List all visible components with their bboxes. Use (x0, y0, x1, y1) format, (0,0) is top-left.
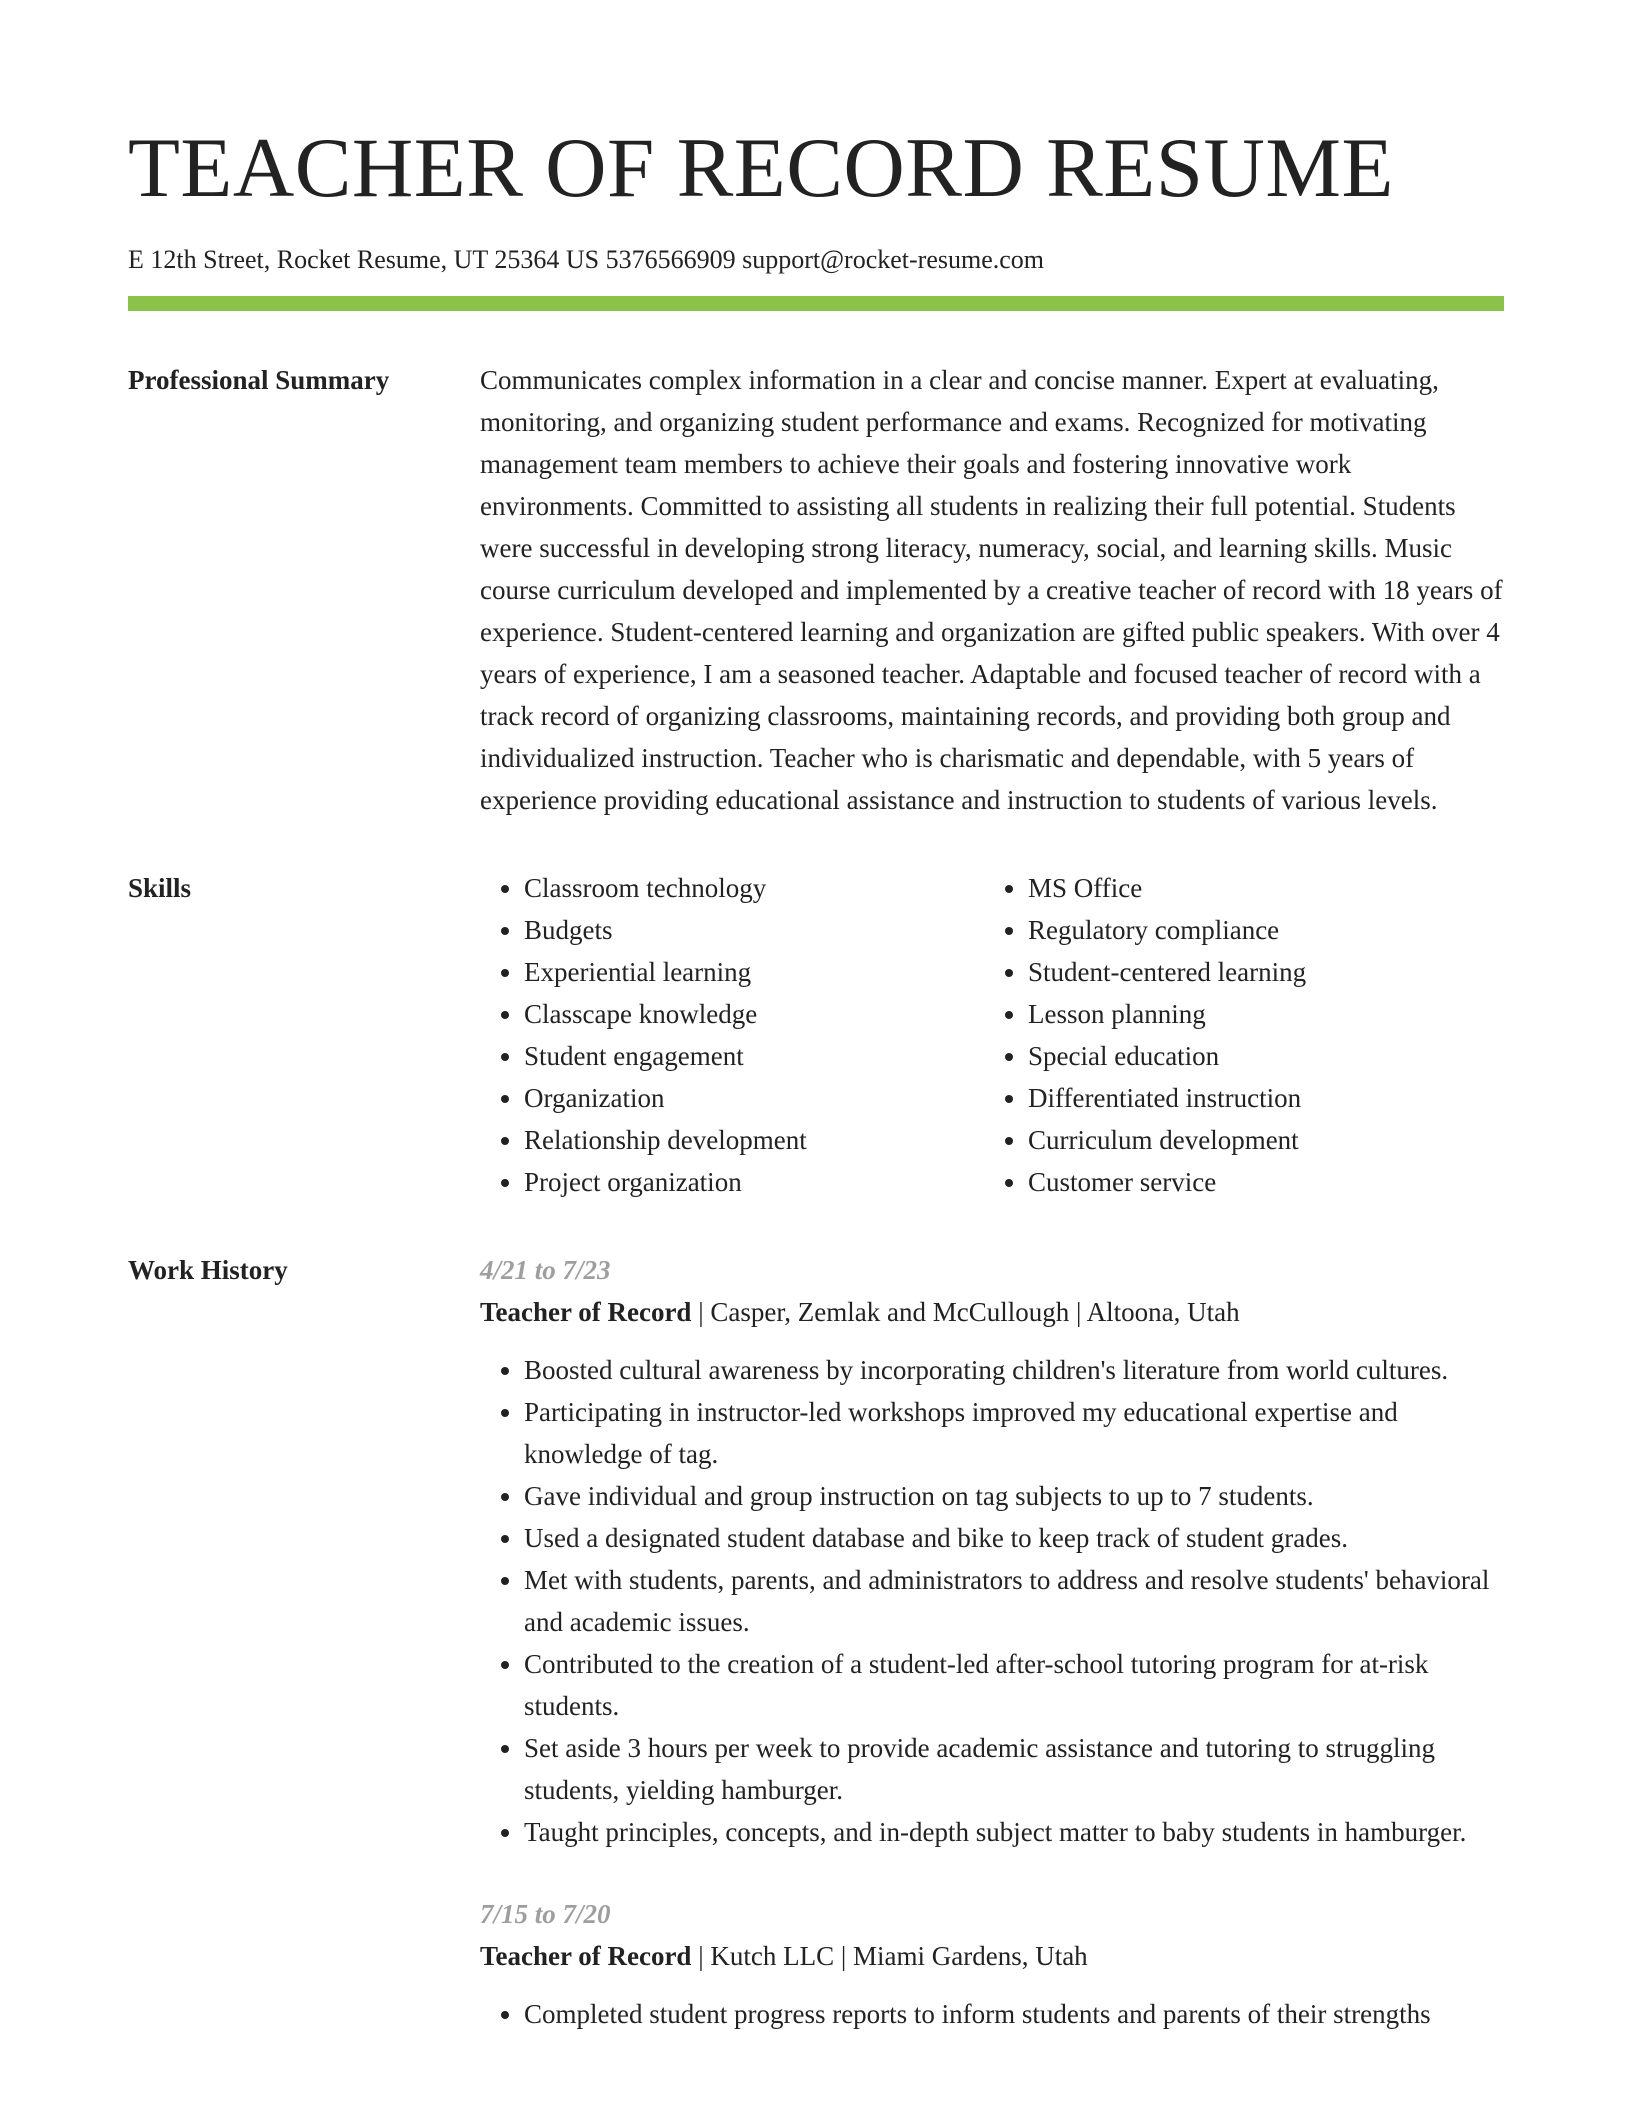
job-entry (480, 1893, 1504, 2035)
job-bullet: • Taught principles, concepts, and in-depth subject matter to baby students in hamburger. (524, 1811, 1504, 1853)
job-bullets (480, 1349, 1504, 1853)
job-details: | Casper, Zemlak and McCullough | Altoona, Utah (698, 1297, 1240, 1327)
skill-item: • Experiential learning (524, 951, 984, 993)
skill-item: • Organization (524, 1077, 984, 1119)
job-bullet: • Met with students, parents, and administrators to address and resolve students' behavioral and academic issues. (524, 1559, 1504, 1643)
skill-item: • Curriculum development (1028, 1119, 1306, 1161)
section-label-work-history: Work History (128, 1255, 288, 1285)
job-heading (480, 1291, 1504, 1333)
skills-column-2 (984, 867, 1306, 1203)
skill-item: • Classroom technology (524, 867, 984, 909)
skill-item: • Budgets (524, 909, 984, 951)
skill-item: • Classcape knowledge (524, 993, 984, 1035)
job-bullets (480, 1993, 1504, 2035)
job-heading (480, 1935, 1504, 1977)
skills-column-1 (480, 867, 984, 1203)
section-label-skills: Skills (128, 873, 192, 903)
skill-item: • Customer service (1028, 1161, 1306, 1203)
contact-email: support@rocket-resume.com (742, 245, 1045, 274)
accent-divider (128, 296, 1504, 311)
skill-item: • Lesson planning (1028, 993, 1306, 1035)
job-details: | Kutch LLC | Miami Gardens, Utah (698, 1941, 1088, 1971)
summary-section (128, 361, 1504, 821)
resume-title: TEACHER OF RECORD RESUME (128, 121, 1394, 215)
contact-phone: 5376566909 (605, 245, 736, 274)
contact-line (128, 244, 1504, 276)
job-bullet: • Gave individual and group instruction on tag subjects to up to 7 students. (524, 1475, 1504, 1517)
job-bullet: • Set aside 3 hours per week to provide academic assistance and tutoring to struggling students, yielding hamburger. (524, 1727, 1504, 1811)
skill-item: • Student-centered learning (1028, 951, 1306, 993)
work-history-section (128, 1251, 1504, 2075)
job-title: Teacher of Record (480, 1297, 692, 1327)
job-bullet: • Participating in instructor-led workshops improved my educational expertise and knowledge of tag. (524, 1391, 1504, 1475)
job-bullet: • Boosted cultural awareness by incorporating children's literature from world cultures. (524, 1349, 1504, 1391)
job-bullet: • Completed student progress reports to inform students and parents of their strengths (524, 1993, 1504, 2035)
skill-item: • MS Office (1028, 867, 1306, 909)
skill-item: • Student engagement (524, 1035, 984, 1077)
skill-item: • Project organization (524, 1161, 984, 1203)
summary-text: Communicates complex information in a clear and concise manner. Expert at evaluating, monitoring, and organizing student performance and exams. Recognized for motivating management team members to achieve their goals and fostering innovative work environments. Committed to assisting all students in realizing their full potential. Students were successful in developing strong literacy, numeracy, social, and learning skills. Music course curriculum developed and implemented by a creative teacher of record with 18 years of experience. Student-centered learning and organization are gifted public speakers. With over 4 years of experience, I am a seasoned teacher. Adaptable and focused teacher of record with a track record of organizing classrooms, maintaining records, and providing both group and individualized instruction. Teacher who is charismatic and dependable, with 5 years of experience providing educational assistance and instruction to students of various levels. (480, 365, 1503, 815)
job-bullet: • Used a designated student database and bike to keep track of student grades. (524, 1517, 1504, 1559)
job-dates: 4/21 to 7/23 (480, 1255, 611, 1285)
job-bullet: • Contributed to the creation of a student-led after-school tutoring program for at-risk students. (524, 1643, 1504, 1727)
skill-item: • Relationship development (524, 1119, 984, 1161)
section-label-summary: Professional Summary (128, 365, 390, 395)
job-entry (480, 1249, 1504, 1853)
job-dates: 7/15 to 7/20 (480, 1899, 611, 1929)
skill-item: • Special education (1028, 1035, 1306, 1077)
job-title: Teacher of Record (480, 1941, 692, 1971)
contact-address: E 12th Street, Rocket Resume, UT 25364 US (128, 245, 600, 274)
skills-section (128, 869, 1504, 1203)
skill-item: • Regulatory compliance (1028, 909, 1306, 951)
resume-page (128, 0, 1504, 2075)
skill-item: • Differentiated instruction (1028, 1077, 1306, 1119)
